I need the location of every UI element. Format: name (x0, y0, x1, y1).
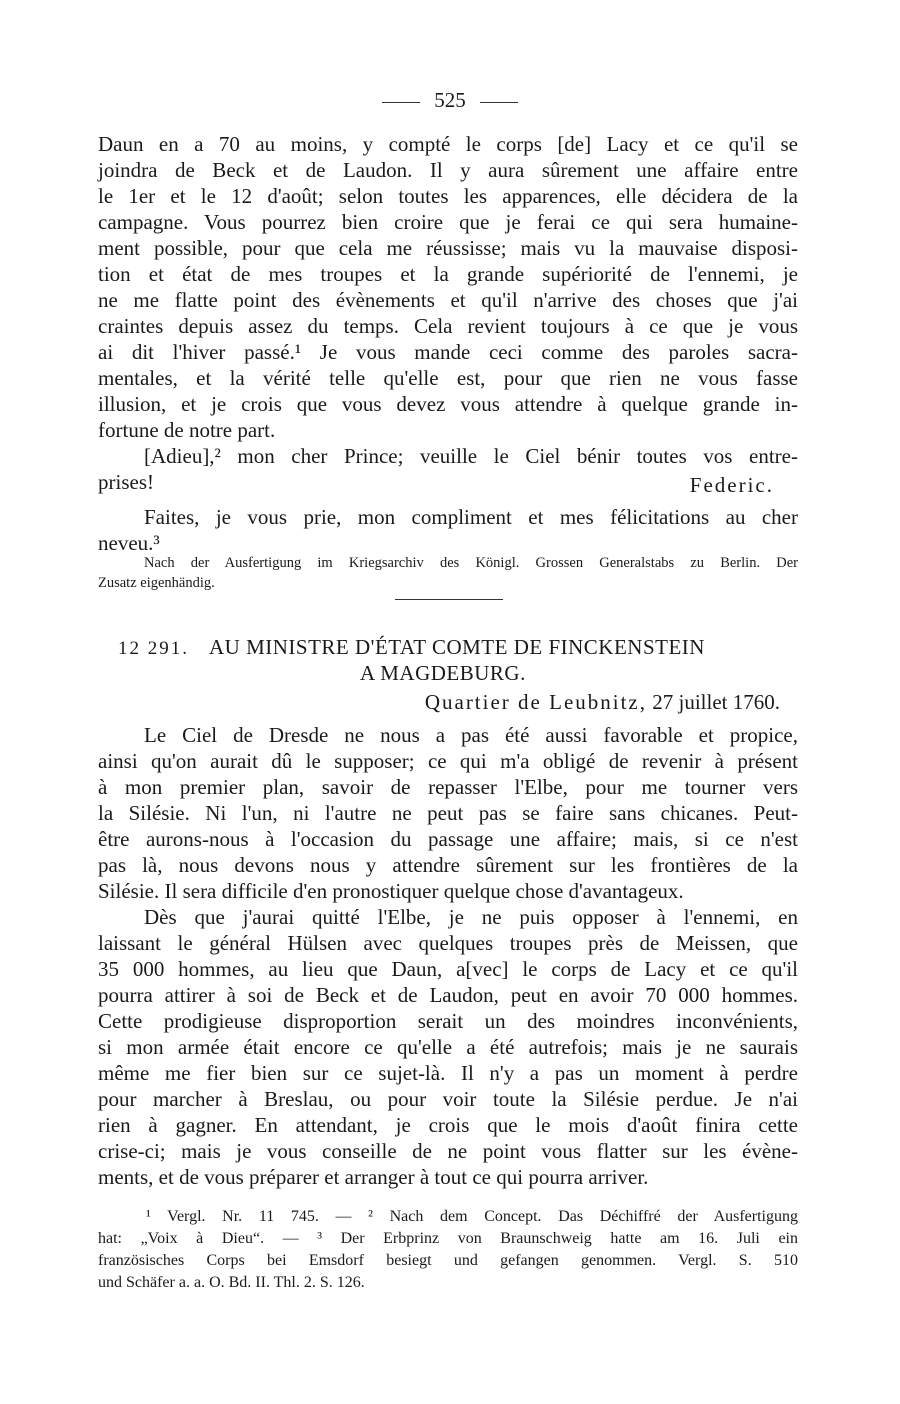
text-line: ainsi qu'on aurait dû le supposer; ce qui m'a obligé de revenir à présent (98, 749, 798, 773)
text-line: si mon armée était encore ce qu'elle a été autrefois; mais je ne saurais (98, 1035, 798, 1059)
text-line: à mon premier plan, savoir de repasser l'Elbe, pour me tourner vers (98, 775, 798, 799)
text-line: ai dit l'hiver passé.¹ Je vous mande ceci comme des paroles sacra- (98, 340, 798, 364)
text-line: campagne. Vous pourrez bien croire que je ferai ce qui sera humaine- (98, 210, 798, 234)
text-line: Daun en a 70 au moins, y compté le corps [de] Lacy et ce qu'il se (98, 132, 798, 156)
text-line: laissant le général Hülsen avec quelques troupes près de Meissen, que (98, 931, 798, 955)
footnote-line: und Schäfer a. a. O. Bd. II. Thl. 2. S. 126. (98, 1274, 365, 1291)
text-line: la Silésie. Ni l'un, ni l'autre ne peut pas se faire sans chicanes. Peut- (98, 801, 798, 825)
footnote-line: französisches Corps bei Emsdorf besiegt und gefangen genommen. Vergl. S. 510 (98, 1252, 798, 1269)
text-line: le 1er et le 12 d'août; selon toutes les apparences, elle décidera de la (98, 184, 798, 208)
source-note: Zusatz eigenhändig. (98, 575, 215, 591)
adieu-line-end: prises! (98, 470, 154, 494)
text-line: pas là, nous devons nous y attendre sûrement sur les frontières de la (98, 853, 798, 877)
text-line: Dès que j'aurai quitté l'Elbe, je ne puis opposer à l'ennemi, en (144, 905, 798, 929)
dateline-place: Quartier de Leubnitz, (424, 690, 647, 714)
postscript-line: neveu.³ (98, 531, 160, 555)
dateline (300, 689, 780, 715)
header-rule-left (382, 102, 420, 103)
text-line: fortune de notre part. (98, 418, 276, 442)
text-line: tion et état de mes troupes et la grande supériorité de l'ennemi, je (98, 262, 798, 286)
letter-heading (118, 635, 705, 660)
text-line: pour marcher à Breslau, ou pour voir toute la Silésie perdue. Je n'ai (98, 1087, 798, 1111)
page-number: 525 (434, 88, 466, 112)
text-line: même me fier bien sur ce sujet-là. Il n'y a pas un moment à perdre (98, 1061, 798, 1085)
text-line: pourra attirer à soi de Beck et de Laudon, peut en avoir 70 000 hommes. (98, 983, 798, 1007)
text-line: illusion, et je crois que vous devez vous attendre à quelque grande in- (98, 392, 798, 416)
text-line: Le Ciel de Dresde ne nous a pas été aussi favorable et propice, (144, 723, 798, 747)
text-line: ne me flatte point des évènements et qu'il n'arrive des choses que j'ai (98, 288, 798, 312)
text-line: 35 000 hommes, au lieu que Daun, a[vec] le corps de Lacy et ce qu'il (98, 957, 798, 981)
footnote-line: hat: „Voix à Dieu“. — ³ Der Erbprinz von Braunschweig hatte am 16. Juli ein (98, 1230, 798, 1247)
source-note: Nach der Ausfertigung im Kriegsarchiv des Königl. Grossen Generalstabs zu Berlin. Der (144, 555, 798, 571)
dateline-date: 27 juillet 1760. (652, 690, 780, 714)
adieu-line: [Adieu],² mon cher Prince; veuille le Ciel bénir toutes vos entre- (144, 444, 798, 468)
letter-number: 12 291. (118, 638, 189, 659)
footnote-line: ¹ Vergl. Nr. 11 745. — ² Nach dem Concept. Das Déchiffré der Ausfertigung (146, 1208, 798, 1225)
text-line: Silésie. Il sera difficile d'en pronostiquer quelque chose d'avantageux. (98, 879, 684, 903)
text-line: craintes depuis assez du temps. Cela revient toujours à ce que je vous (98, 314, 798, 338)
text-line: ments, et de vous préparer et arranger à tout ce qui pourra arriver. (98, 1165, 649, 1189)
text-line: joindra de Beck et de Laudon. Il y aura sûrement une affaire entre (98, 158, 798, 182)
postscript-line: Faites, je vous prie, mon compliment et mes félicitations au cher (144, 505, 798, 529)
page-header (0, 88, 900, 113)
header-rule-right (480, 102, 518, 103)
text-line: crise-ci; mais je vous conseille de ne point vous flatter sur les évène- (98, 1139, 798, 1163)
letter-title: AU MINISTRE D'ÉTAT COMTE DE FINCKENSTEIN (209, 635, 705, 659)
text-line: ment possible, pour que cela me réussisse; mais vu la mauvaise disposi- (98, 236, 798, 260)
signature: Federic. (689, 473, 774, 497)
text-line: être aurons-nous à l'occasion du passage une affaire; mais, si ce n'est (98, 827, 798, 851)
text-line: mentales, et la vérité telle qu'elle est, pour que rien ne vous fasse (98, 366, 798, 390)
section-divider (395, 599, 503, 600)
text-line: Cette prodigieuse disproportion serait un des moindres inconvénients, (98, 1009, 798, 1033)
letter-title-line2: A MAGDEBURG. (360, 661, 526, 685)
text-line: rien à gagner. En attendant, je crois que le mois d'août finira cette (98, 1113, 798, 1137)
